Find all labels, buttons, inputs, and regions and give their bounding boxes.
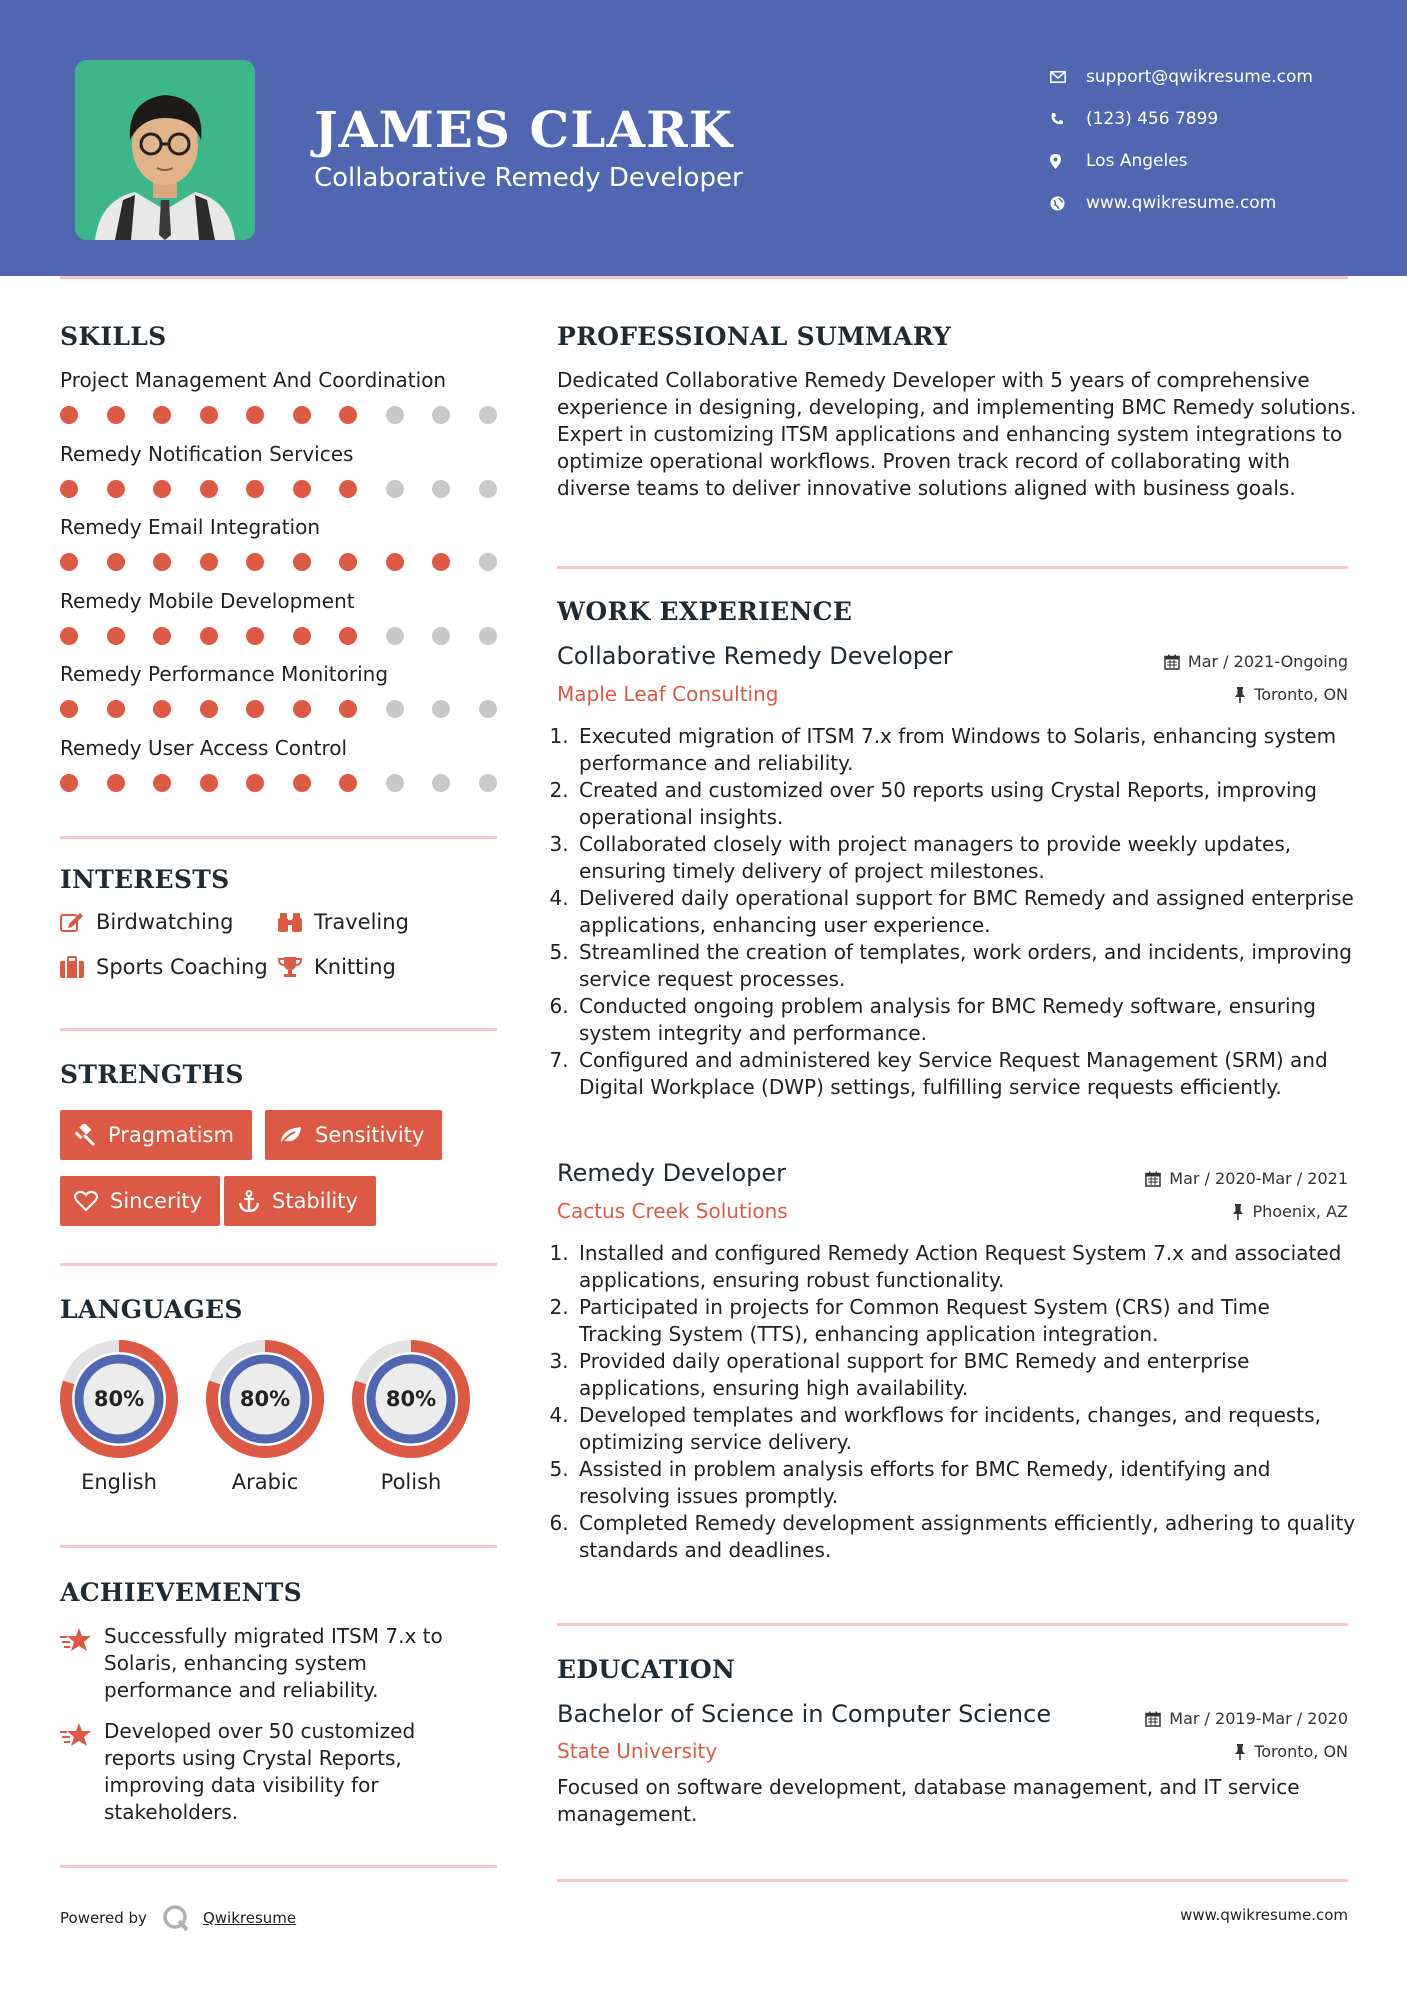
degree-title: Bachelor of Science in Computer Science	[557, 1700, 1052, 1728]
job-dates	[1145, 1169, 1348, 1188]
rating-dot-filled	[293, 406, 311, 424]
job-location	[1232, 1202, 1348, 1221]
job-bullet: 5. Assisted in problem analysis efforts for BMC Remedy, identifying and resolving issues promptly.	[575, 1456, 1357, 1510]
job-bullet: 4. Developed templates and workflows for incidents, changes, and requests, optimizing service delivery.	[575, 1402, 1357, 1456]
email-text: support@qwikresume.com	[1086, 67, 1313, 87]
calendar-icon	[1145, 1711, 1161, 1727]
strength-badge	[265, 1110, 442, 1160]
skill-rating	[60, 774, 525, 792]
rating-dot-filled	[246, 406, 264, 424]
strength-label: Pragmatism	[108, 1123, 234, 1147]
rating-dot-filled	[339, 700, 357, 718]
rating-dot-filled	[339, 774, 357, 792]
calendar-icon	[1164, 654, 1180, 670]
interest-label: Traveling	[314, 910, 409, 934]
rating-dot-filled	[386, 553, 404, 571]
rating-dot-empty	[386, 480, 404, 498]
job-dates-text: Mar / 2021-Ongoing	[1187, 652, 1348, 671]
skill-label: Remedy User Access Control	[60, 736, 348, 760]
language-item	[58, 1338, 180, 1494]
rating-dot-filled	[107, 406, 125, 424]
contact-location	[1050, 140, 1380, 182]
pushpin-icon	[1234, 687, 1246, 703]
job-bullets	[557, 723, 1357, 1101]
rating-dot-filled	[153, 553, 171, 571]
phone-text: (123) 456 7899	[1086, 109, 1219, 129]
rating-dot-filled	[246, 480, 264, 498]
languages-heading: LANGUAGES	[60, 1295, 243, 1324]
language-level: 80%	[93, 1387, 145, 1411]
skill-rating	[60, 406, 525, 424]
star-icon	[60, 1720, 96, 1750]
rating-dot-empty	[432, 700, 450, 718]
rating-dot-filled	[60, 700, 78, 718]
interest-label: Knitting	[314, 955, 396, 979]
language-ring	[350, 1338, 472, 1460]
candidate-name: JAMES CLARK	[314, 100, 734, 159]
rating-dot-filled	[339, 480, 357, 498]
rating-dot-filled	[200, 700, 218, 718]
rating-dot-filled	[293, 700, 311, 718]
interest-label: Sports Coaching	[96, 955, 268, 979]
rating-dot-filled	[60, 406, 78, 424]
job-bullets	[557, 1240, 1357, 1564]
contact-block	[1050, 56, 1380, 224]
education-location-text: Toronto, ON	[1254, 1742, 1348, 1761]
language-item	[350, 1338, 472, 1494]
rating-dot-filled	[153, 480, 171, 498]
job-location-text: Phoenix, AZ	[1252, 1202, 1348, 1221]
rating-dot-empty	[386, 774, 404, 792]
rating-dot-filled	[107, 774, 125, 792]
strengths-heading: STRENGTHS	[60, 1060, 244, 1089]
section-divider	[60, 836, 497, 839]
education-location	[1234, 1742, 1348, 1761]
rating-dot-filled	[339, 553, 357, 571]
rating-dot-empty	[479, 406, 497, 424]
envelope-icon	[1050, 71, 1086, 83]
interests-heading: INTERESTS	[60, 865, 230, 894]
rating-dot-filled	[153, 700, 171, 718]
calendar-icon	[1145, 1171, 1161, 1187]
phone-icon	[1050, 112, 1086, 126]
rating-dot-empty	[386, 406, 404, 424]
summary-heading: PROFESSIONAL SUMMARY	[557, 322, 952, 351]
language-level: 80%	[385, 1387, 437, 1411]
job-bullet: 7. Configured and administered key Service Request Management (SRM) and Digital Workplace (DWP) settings, fulfilling service requests efficiently.	[575, 1047, 1357, 1101]
strength-label: Stability	[272, 1189, 358, 1213]
interest-item	[278, 955, 396, 979]
powered-by-text: Powered by	[60, 1909, 147, 1927]
rating-dot-filled	[432, 553, 450, 571]
rating-dot-empty	[432, 627, 450, 645]
rating-dot-empty	[432, 406, 450, 424]
rating-dot-filled	[60, 480, 78, 498]
job-bullet: 2. Created and customized over 50 reports using Crystal Reports, improving operational insights.	[575, 777, 1357, 831]
education-dates	[1145, 1709, 1348, 1728]
company-name: Cactus Creek Solutions	[557, 1199, 788, 1223]
section-divider	[557, 1879, 1348, 1882]
rating-dot-empty	[479, 553, 497, 571]
interest-item	[278, 910, 409, 934]
job-bullet: 3. Provided daily operational support for BMC Remedy and enterprise applications, ensuring high availability.	[575, 1348, 1357, 1402]
language-name: Polish	[380, 1470, 442, 1494]
qwikresume-logo-icon	[161, 1903, 191, 1933]
job-dates-text: Mar / 2020-Mar / 2021	[1169, 1169, 1348, 1188]
summary-text: Dedicated Collaborative Remedy Developer with 5 years of comprehensive experience in designing, developing, and implementing BMC Remedy solutions. Expert in customizing ITSM applications and enhancing system integrations to optimize operational workflows. Proven track record of collaborating with diverse teams to deliver innovative solutions aligned with business goals.	[557, 368, 1357, 500]
rating-dot-filled	[200, 480, 218, 498]
language-name: Arabic	[231, 1470, 299, 1494]
rating-dot-filled	[60, 627, 78, 645]
job-title: Remedy Developer	[557, 1159, 787, 1187]
location-text: Los Angeles	[1086, 151, 1188, 171]
job-title: Collaborative Remedy Developer	[557, 642, 953, 670]
strength-badge	[60, 1110, 252, 1160]
rating-dot-filled	[339, 406, 357, 424]
rating-dot-filled	[60, 774, 78, 792]
candidate-title: Collaborative Remedy Developer	[314, 163, 743, 193]
header-banner	[0, 0, 1407, 276]
section-divider	[60, 1028, 497, 1031]
rating-dot-empty	[479, 774, 497, 792]
rating-dot-filled	[246, 627, 264, 645]
job-bullet: 6. Conducted ongoing problem analysis for BMC Remedy software, ensuring system integrity and performance.	[575, 993, 1357, 1047]
rating-dot-filled	[60, 553, 78, 571]
section-divider	[557, 1623, 1348, 1626]
rating-dot-filled	[246, 700, 264, 718]
job-location-text: Toronto, ON	[1254, 685, 1348, 704]
rating-dot-filled	[200, 627, 218, 645]
achievement-item	[60, 1718, 480, 1826]
star-icon	[60, 1625, 96, 1655]
section-divider	[60, 1865, 497, 1868]
interest-item	[60, 910, 233, 934]
pushpin-icon	[1234, 1744, 1246, 1760]
contact-website[interactable]	[1050, 182, 1380, 224]
achievement-text: Successfully migrated ITSM 7.x to Solaris, enhancing system performance and reliability.	[104, 1624, 443, 1702]
skill-rating	[60, 553, 525, 571]
job-bullet: 1. Executed migration of ITSM 7.x from Windows to Solaris, enhancing system performance and reliability.	[575, 723, 1357, 777]
rating-dot-empty	[479, 700, 497, 718]
rating-dot-filled	[246, 553, 264, 571]
footer-website[interactable]: www.qwikresume.com	[1180, 1906, 1348, 1924]
rating-dot-filled	[293, 480, 311, 498]
rating-dot-empty	[386, 700, 404, 718]
strength-label: Sensitivity	[315, 1123, 425, 1147]
skill-rating	[60, 627, 525, 645]
website-text: www.qwikresume.com	[1086, 193, 1277, 213]
experience-heading: WORK EXPERIENCE	[557, 597, 853, 626]
rating-dot-filled	[153, 406, 171, 424]
anchor-icon	[238, 1190, 260, 1212]
globe-icon	[1050, 196, 1086, 211]
rating-dot-filled	[200, 774, 218, 792]
header-divider	[60, 276, 1348, 279]
heart-icon	[74, 1190, 98, 1212]
achievement-item	[60, 1623, 480, 1704]
achievement-text: Developed over 50 customized reports using Crystal Reports, improving data visibility for stakeholders.	[104, 1719, 416, 1824]
skill-label: Remedy Performance Monitoring	[60, 662, 389, 686]
strength-badge	[224, 1176, 376, 1226]
interest-label: Birdwatching	[96, 910, 234, 934]
education-heading: EDUCATION	[557, 1655, 736, 1684]
gavel-icon	[74, 1124, 96, 1146]
footer-branding	[60, 1903, 296, 1933]
binoculars-icon	[278, 911, 302, 933]
rating-dot-filled	[107, 553, 125, 571]
rating-dot-empty	[432, 774, 450, 792]
leaf-icon	[279, 1125, 303, 1145]
rating-dot-filled	[107, 700, 125, 718]
job-bullet: 3. Collaborated closely with project managers to provide weekly updates, ensuring timely delivery of project milestones.	[575, 831, 1357, 885]
language-name: English	[81, 1470, 157, 1494]
section-divider	[60, 1263, 497, 1266]
strength-badge	[60, 1176, 220, 1226]
skill-label: Remedy Notification Services	[60, 442, 354, 466]
interest-item	[60, 955, 268, 979]
school-name: State University	[557, 1739, 718, 1763]
rating-dot-filled	[339, 627, 357, 645]
contact-phone[interactable]	[1050, 98, 1380, 140]
rating-dot-filled	[293, 627, 311, 645]
job-dates	[1164, 652, 1348, 671]
skill-label: Remedy Mobile Development	[60, 589, 355, 613]
pushpin-icon	[1232, 1204, 1244, 1220]
profile-photo	[75, 60, 255, 240]
language-ring	[58, 1338, 180, 1460]
job-bullet: 1. Installed and configured Remedy Action Request System 7.x and associated applications, ensuring robust functionality.	[575, 1240, 1357, 1294]
rating-dot-filled	[153, 774, 171, 792]
skill-rating	[60, 480, 525, 498]
language-level: 80%	[239, 1387, 291, 1411]
rating-dot-filled	[200, 406, 218, 424]
trophy-icon	[278, 956, 302, 978]
qwikresume-link[interactable]: Qwikresume	[202, 1909, 297, 1927]
rating-dot-empty	[386, 627, 404, 645]
section-divider	[557, 566, 1348, 569]
rating-dot-empty	[479, 627, 497, 645]
rating-dot-filled	[107, 627, 125, 645]
job-bullet: 4. Delivered daily operational support for BMC Remedy and assigned enterprise applications, enhancing user experience.	[575, 885, 1357, 939]
skill-label: Project Management And Coordination	[60, 368, 447, 392]
rating-dot-filled	[200, 553, 218, 571]
job-bullet: 2. Participated in projects for Common Request System (CRS) and Time Tracking System (TTS), enhancing application integration.	[575, 1294, 1357, 1348]
section-divider	[60, 1545, 497, 1548]
education-description: Focused on software development, database management, and IT service management.	[557, 1775, 1300, 1826]
avatar-illustration	[75, 60, 255, 240]
language-item	[204, 1338, 326, 1494]
strength-label: Sincerity	[110, 1189, 203, 1213]
rating-dot-filled	[246, 774, 264, 792]
achievements-heading: ACHIEVEMENTS	[60, 1578, 302, 1607]
edit-icon	[60, 911, 84, 933]
map-pin-icon	[1050, 154, 1086, 169]
rating-dot-filled	[153, 627, 171, 645]
rating-dot-filled	[293, 774, 311, 792]
job-location	[1234, 685, 1348, 704]
skill-rating	[60, 700, 525, 718]
job-bullet: 6. Completed Remedy development assignments efficiently, adhering to quality standards and deadlines.	[575, 1510, 1357, 1564]
company-name: Maple Leaf Consulting	[557, 682, 779, 706]
contact-email[interactable]	[1050, 56, 1380, 98]
job-bullet: 5. Streamlined the creation of templates, work orders, and incidents, improving service request processes.	[575, 939, 1357, 993]
skills-heading: SKILLS	[60, 322, 167, 351]
briefcase-icon	[60, 956, 84, 978]
language-ring	[204, 1338, 326, 1460]
education-dates-text: Mar / 2019-Mar / 2020	[1169, 1709, 1348, 1728]
rating-dot-filled	[107, 480, 125, 498]
skill-label: Remedy Email Integration	[60, 515, 321, 539]
rating-dot-empty	[479, 480, 497, 498]
rating-dot-empty	[432, 480, 450, 498]
rating-dot-filled	[293, 553, 311, 571]
